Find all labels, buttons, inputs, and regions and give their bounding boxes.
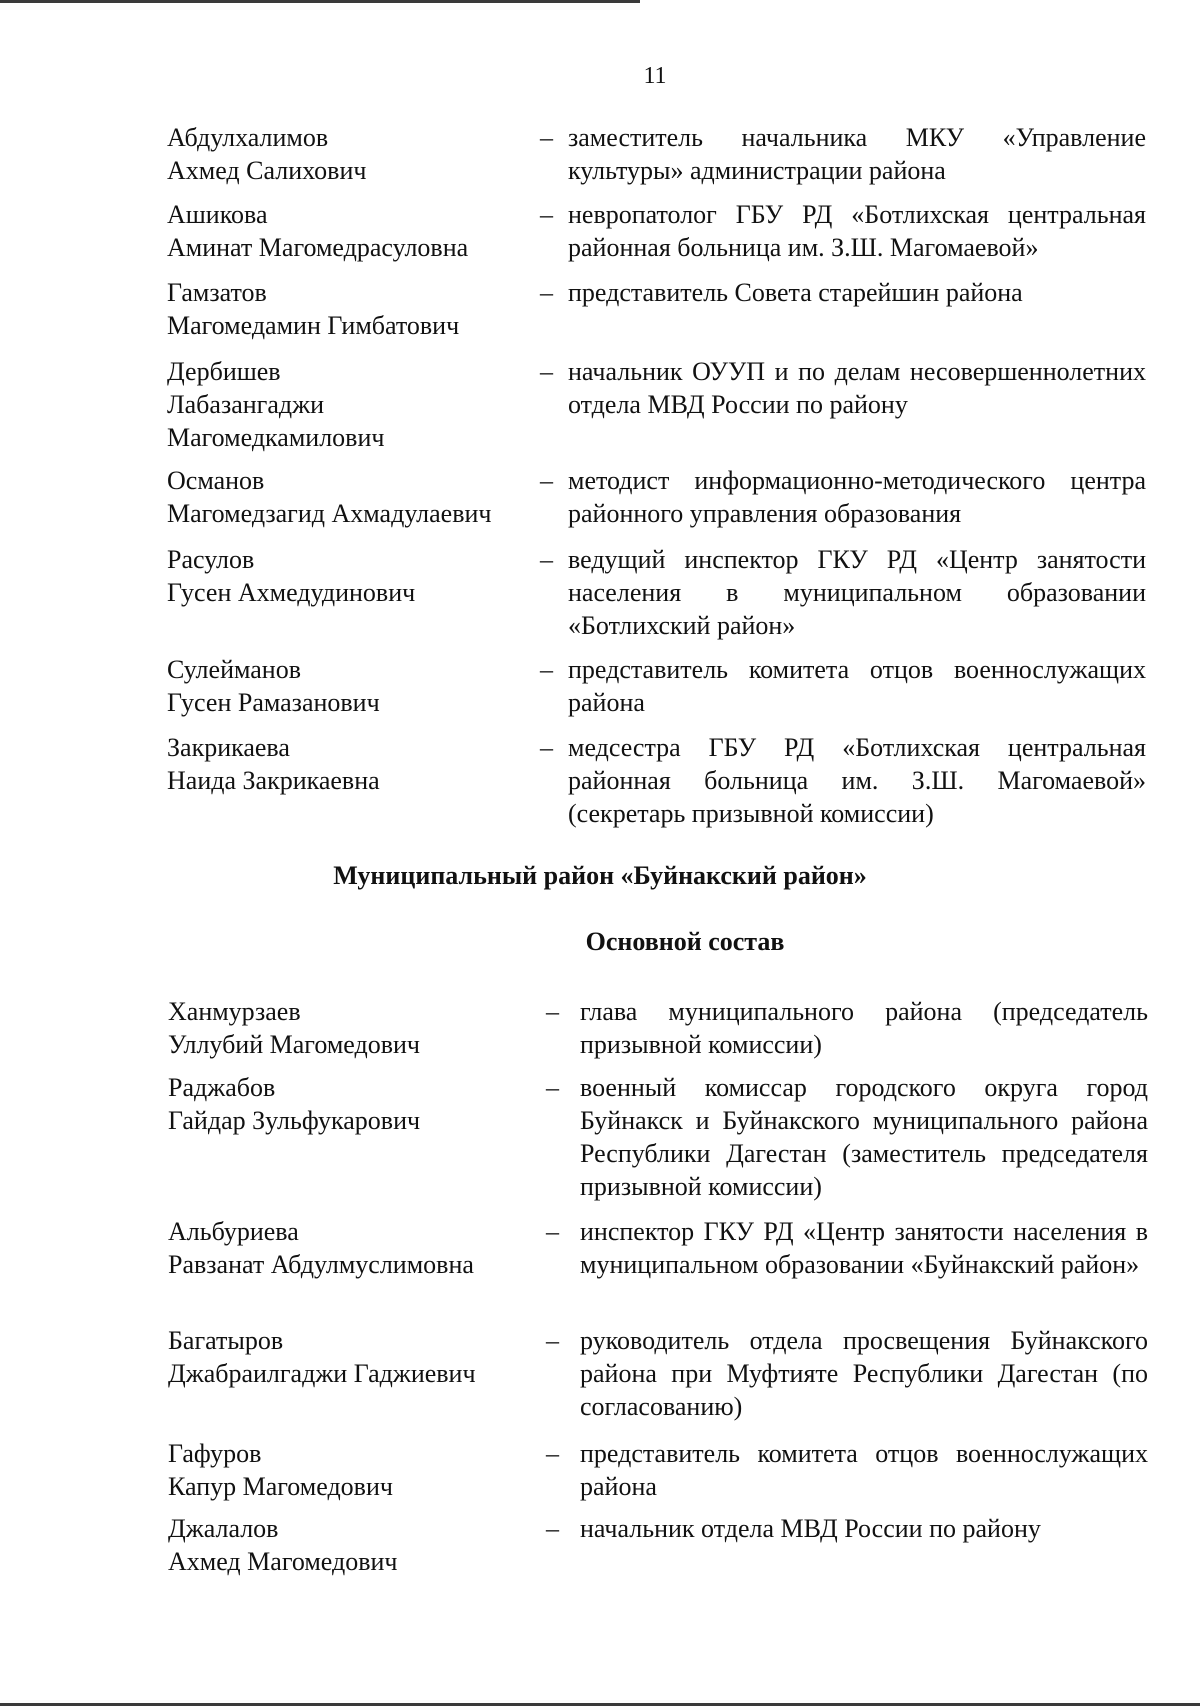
member-role: глава муниципального района (председатель призывной комиссии)	[580, 997, 1148, 1059]
dash-separator: –	[540, 466, 553, 495]
member-name	[167, 355, 384, 454]
member-role: руководитель отдела просвещения Буйнакского района при Муфтияте Республики Дагестан (по согласованию)	[580, 1326, 1148, 1421]
member-given-name: Магомедзагид Ахмадулаевич	[167, 499, 492, 528]
member-given-name: Уллубий Магомедович	[168, 1030, 420, 1059]
member-role: медсестра ГБУ РД «Ботлихская центральная районная больница им. З.Ш. Магомаевой» (секретарь призывной комиссии)	[568, 733, 1146, 828]
member-given-name: Аминат Магомедрасуловна	[167, 233, 469, 262]
dash-separator: –	[540, 733, 553, 762]
member-surname: Закрикаева	[167, 733, 290, 762]
district-heading: Муниципальный район «Буйнакский район»	[333, 861, 867, 890]
dash-separator: –	[540, 278, 553, 307]
member-role: методист информационно-методического центра районного управления образования	[568, 466, 1146, 528]
member-name	[168, 995, 420, 1061]
member-given-name: Гусен Рамазанович	[167, 688, 380, 717]
member-surname: Альбуриева	[168, 1217, 299, 1246]
member-name	[167, 464, 492, 530]
dash-separator: –	[546, 1439, 559, 1468]
member-name	[167, 276, 459, 342]
member-surname: Дербишев	[167, 357, 281, 386]
member-given-name: Магомедамин Гимбатович	[167, 311, 460, 340]
member-given-name: Гайдар Зульфукарович	[168, 1106, 421, 1135]
dash-separator: –	[540, 655, 553, 684]
member-given-name: Ахмед Магомедович	[168, 1547, 398, 1576]
composition-heading: Основной состав	[585, 927, 785, 956]
member-role: представитель комитета отцов военнослужащих района	[580, 1439, 1148, 1501]
member-given-name: Гусен Ахмедудинович	[167, 578, 416, 607]
member-name	[168, 1324, 476, 1390]
member-role: военный комиссар городского округа город Буйнакск и Буйнакского муниципального района Республики Дагестан (заместитель председателя призывной комиссии)	[580, 1073, 1148, 1201]
member-given-name: Джабраилгаджи Гаджиевич	[168, 1359, 476, 1388]
member-surname: Абдулхалимов	[167, 123, 329, 152]
dash-separator: –	[546, 997, 559, 1026]
member-role: представитель Совета старейшин района	[568, 278, 1023, 307]
member-name	[167, 543, 415, 609]
member-patronymic: Магомедкамилович	[167, 423, 385, 452]
member-name	[167, 121, 366, 187]
member-surname: Сулейманов	[167, 655, 301, 684]
member-surname: Гафуров	[168, 1439, 262, 1468]
dash-separator: –	[546, 1514, 559, 1543]
dash-separator: –	[540, 123, 553, 152]
member-surname: Багатыров	[168, 1326, 284, 1355]
dash-separator: –	[546, 1326, 559, 1355]
member-given-name: Капур Магомедович	[168, 1472, 393, 1501]
dash-separator: –	[546, 1217, 559, 1246]
member-surname: Ханмурзаев	[168, 997, 301, 1026]
member-name	[167, 653, 380, 719]
member-surname: Ашикова	[167, 200, 268, 229]
member-name	[167, 198, 468, 264]
dash-separator: –	[540, 200, 553, 229]
member-role: невропатолог ГБУ РД «Ботлихская центральная районная больница им. З.Ш. Магомаевой»	[568, 200, 1146, 262]
member-surname: Раджабов	[168, 1073, 276, 1102]
scan-edge-top	[0, 0, 640, 3]
member-surname: Османов	[167, 466, 265, 495]
member-given-name: Наида Закрикаевна	[167, 766, 380, 795]
member-name	[167, 731, 380, 797]
member-role: ведущий инспектор ГКУ РД «Центр занятости населения в муниципальном образовании «Ботлихский район»	[568, 545, 1146, 640]
member-given-name: Ахмед Салихович	[167, 156, 367, 185]
dash-separator: –	[546, 1073, 559, 1102]
dash-separator: –	[540, 357, 553, 386]
member-name	[168, 1512, 397, 1578]
member-role: заместитель начальника МКУ «Управление культуры» администрации района	[568, 123, 1146, 185]
dash-separator: –	[540, 545, 553, 574]
member-role: начальник отдела МВД России по району	[580, 1514, 1041, 1543]
member-surname: Расулов	[167, 545, 255, 574]
member-role: представитель комитета отцов военнослужащих района	[568, 655, 1146, 717]
member-name	[168, 1071, 420, 1137]
member-given-name: Равзанат Абдулмуслимовна	[168, 1250, 474, 1279]
member-surname: Джалалов	[168, 1514, 279, 1543]
page-number: 11	[643, 63, 667, 89]
member-name	[168, 1215, 474, 1281]
member-given-name: Лабазангаджи	[167, 390, 324, 419]
member-role: инспектор ГКУ РД «Центр занятости населения в муниципальном образовании «Буйнакский район»	[580, 1217, 1148, 1279]
member-surname: Гамзатов	[167, 278, 267, 307]
member-name	[168, 1437, 393, 1503]
member-role: начальник ОУУП и по делам несовершеннолетних отдела МВД России по району	[568, 357, 1146, 419]
